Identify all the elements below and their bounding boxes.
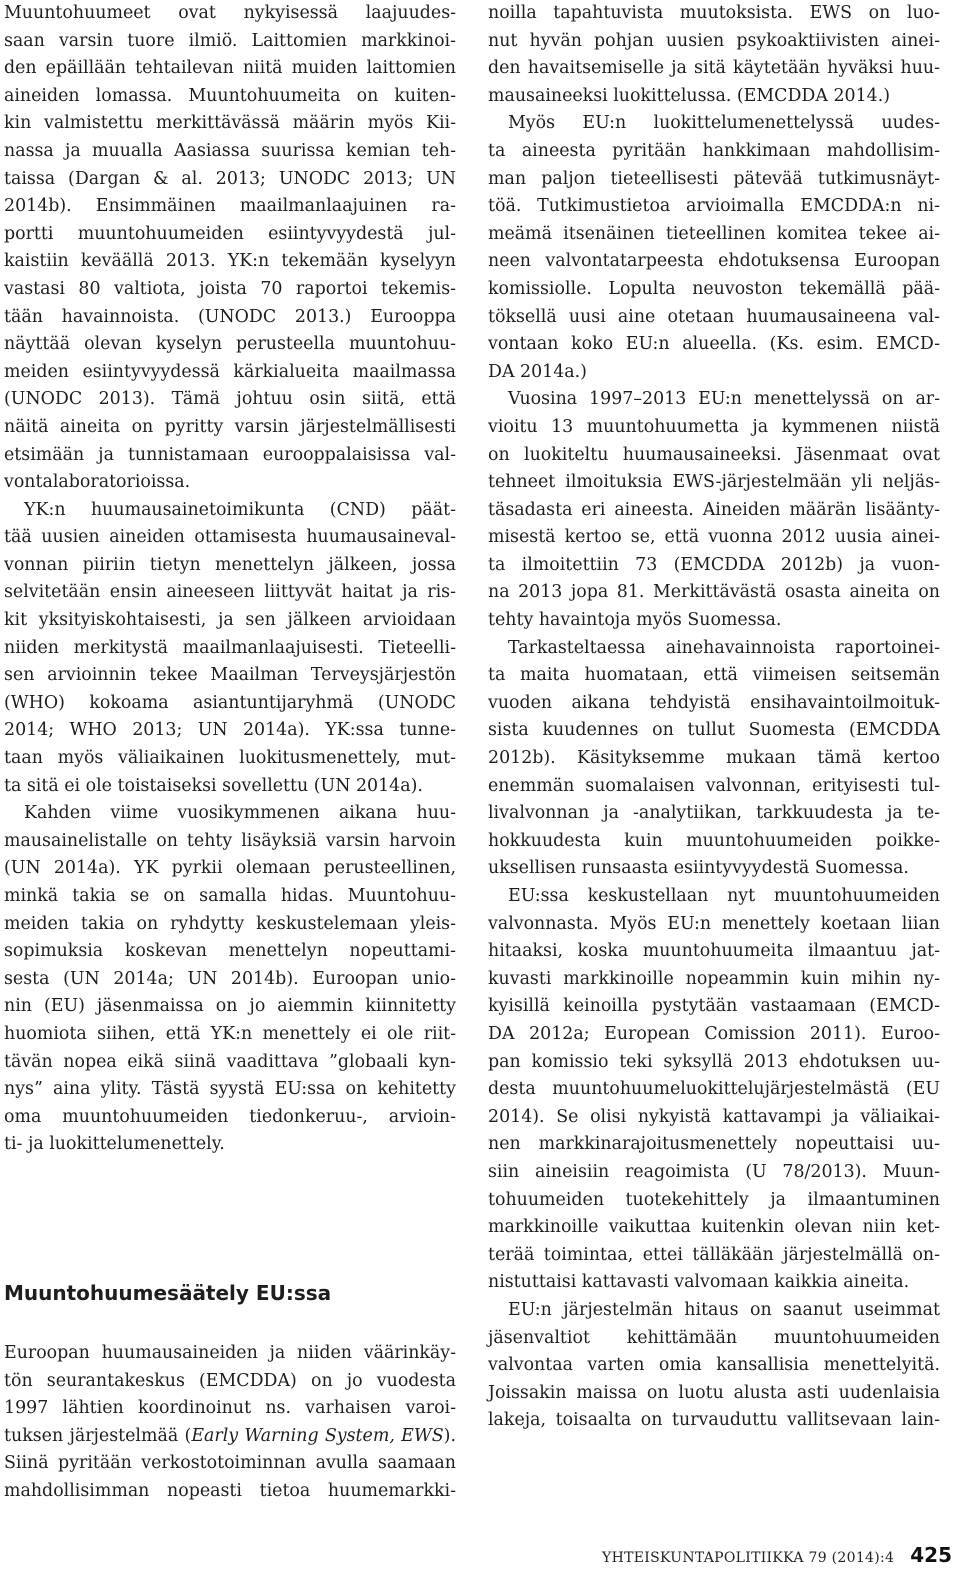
text-line: terää toimintaa, ettei tälläkään järjestelmällä on- xyxy=(488,1244,940,1265)
text-line: (UNODC 2013). Tämä johtuu osin siitä, että xyxy=(4,389,456,410)
text-line: nen markkinarajoitusmenettely nopeuttaisi uu- xyxy=(488,1134,940,1155)
text-line: kaistiin keväällä 2013. YK:n tekemään kyselyyn xyxy=(4,251,456,272)
text-line: 2012b). Käsityksemme mukaan tämä kertoo xyxy=(488,748,940,769)
text-line: töä. Tutkimustietoa arvioimalla EMCDDA:n ni- xyxy=(488,196,940,217)
text-line: töksellä uusi aine otetaan huumausaineena val- xyxy=(488,306,940,327)
page-number: 425 xyxy=(910,1543,952,1567)
text-line: aineiden lomassa. Muuntohuumeita on kuiten- xyxy=(4,85,456,106)
text-line: desta muuntohuumeluokittelujärjestelmästä (EU xyxy=(488,1079,940,1100)
text-line: ta maita huomataan, että viimeisen seitsemän xyxy=(488,665,940,686)
text-line: sista kuudennes on tullut Suomesta (EMCDDA xyxy=(488,720,940,741)
text-line: tävän nopea eikä siinä vaadittava ”globaali kyn- xyxy=(4,1051,456,1072)
text-line: EU:ssa keskustellaan nyt muuntohuumeiden xyxy=(508,886,940,906)
text-line: hitaaksi, koska muuntohuumeita ilmaantuu jat- xyxy=(488,941,940,962)
text-line: meiden esiintyvyydessä kärkialueita maailmassa xyxy=(4,361,456,382)
text-line: tään havainnoista. (UNODC 2013.) Eurooppa xyxy=(4,306,456,327)
text-line: (WHO) kokoama asiantuntijaryhmä (UNODC xyxy=(4,692,456,713)
text-line: uksellisen runsaasta esiintyvyydestä Suomessa. xyxy=(488,858,909,879)
page-footer xyxy=(602,1543,952,1569)
text-line: etsimään ja tunnistamaan eurooppalaisissa val- xyxy=(4,444,456,465)
text-line: Kahden viime vuosikymmenen aikana huu- xyxy=(24,803,456,824)
text-line: nassa ja muualla Aasiassa suurissa kemian teh- xyxy=(4,140,456,161)
text-line: nut hyvän pohjan uusien psykoaktiivisten ainei- xyxy=(488,30,940,51)
text-line: ta ilmoitettiin 73 (EMCDDA 2012b) ja vuon- xyxy=(488,554,940,575)
text-line: 2014). Se olisi nykyistä kattavampi ja väliaikai- xyxy=(488,1106,940,1127)
text-line: saan varsin tuore ilmiö. Laittomien markkinoi- xyxy=(4,30,456,51)
text-line: on luokiteltu huumausaineeksi. Jäsenmaat ovat xyxy=(488,444,940,465)
journal-citation: YHTEISKUNTAPOLITIIKKA 79 (2014):4 xyxy=(602,1550,895,1566)
left-paragraph-2 xyxy=(4,497,456,801)
text-line: oma muuntohuumeiden tiedonkeruu-, arvioin- xyxy=(4,1106,456,1127)
right-paragraph-4 xyxy=(488,635,940,883)
text-line: livalvonnan ja -analytiikan, tarkkuudesta ja te- xyxy=(488,803,940,824)
text-line: portti muuntohuumeiden esiintyvyydestä jul- xyxy=(4,223,456,244)
text-line: (UN 2014a). YK pyrkii olemaan perusteellinen, xyxy=(4,858,456,879)
text-line: mausainelistalle on tehty lisäyksiä varsin harvoin xyxy=(4,830,456,851)
text-line: mausaineeksi luokittelussa. (EMCDDA 2014.) xyxy=(488,85,891,106)
text-line: tohuumeiden tuotekehittely ja ilmaantuminen xyxy=(488,1189,940,1210)
right-column xyxy=(488,0,940,1435)
text-line: kit yksityiskohtaisesti, ja sen jälkeen arvioidaan xyxy=(4,610,456,631)
text-line: 2014; WHO 2013; UN 2014a). YK:ssa tunne- xyxy=(4,720,456,741)
text-line: Muuntohuumeet ovat nykyisessä laajuudes- xyxy=(4,3,456,23)
text-line: DA 2014a.) xyxy=(488,361,587,382)
text-line: sesta (UN 2014a; UN 2014b). Euroopan unio- xyxy=(4,968,456,989)
text-line: misestä kertoo se, että vuonna 2012 uusia ainei- xyxy=(488,527,940,548)
text-line: sopimuksia koskevan menettelyn nopeuttami- xyxy=(4,941,456,962)
text-line: vontaan koko EU:n alueella. (Ks. esim. EMCD- xyxy=(488,334,940,355)
text-line: vioitu 13 muuntohuumetta ja kymmenen niistä xyxy=(488,416,940,437)
left-paragraph-3 xyxy=(4,800,456,1159)
text-line: Siinä pyritään verkostotoiminnan avulla saamaan xyxy=(4,1453,456,1474)
text-run: tuksen järjestelmää ( xyxy=(4,1425,192,1446)
text-line: kuvasti markkinoille nopeammin kuin mihin ny- xyxy=(488,968,940,989)
left-column xyxy=(4,0,456,1159)
text-line: nistuttaisi kattavasti valvomaan kaikkia aineita. xyxy=(488,1272,910,1293)
text-line: na 2013 jopa 81. Merkittävästä osasta aineita on xyxy=(488,582,940,603)
text-line: ti- ja luokittelumenettely. xyxy=(4,1134,225,1155)
text-line: komissiolle. Lopulta neuvoston tekemällä pää- xyxy=(488,278,940,299)
text-line: DA 2012a; European Comission 2011). Euroo- xyxy=(488,1023,940,1044)
text-line: nys” aina ylity. Tästä syystä EU:ssa on kehitetty xyxy=(4,1079,456,1100)
text-line: markkinoille vaikuttaa kuitenkin olevan niin ket- xyxy=(488,1217,940,1238)
right-paragraph-2 xyxy=(488,110,940,386)
text-line: vonnan piiriin tietyn menettelyn jälkeen, jossa xyxy=(4,554,456,575)
text-line: Joissakin maissa on luotu alusta asti uudenlaisia xyxy=(488,1382,940,1403)
text-line: huomiota siihen, että YK:n menettely ei ole riit- xyxy=(4,1023,456,1044)
text-line: ta aineesta pyritään hankkimaan mahdollisim- xyxy=(488,140,940,161)
text-line: minkä takia se on samalla hidas. Muuntohuu- xyxy=(4,886,456,906)
text-line: EU:n järjestelmän hitaus on saanut useimmat xyxy=(508,1299,940,1320)
text-line: ta sitä ei ole toistaiseksi sovellettu (UN 2014a). xyxy=(4,775,423,796)
text-line: mahdollisimman nopeasti tietoa huumemarkki- xyxy=(4,1480,456,1501)
right-paragraph-6 xyxy=(488,1297,940,1435)
text-line: Tarkasteltaessa ainehavainnoista raportoinei- xyxy=(508,637,940,658)
text-line: neen valvontatarpeesta ehdotuksensa Euroopan xyxy=(488,251,940,272)
text-line: YK:n huumausainetoimikunta (CND) päät- xyxy=(24,499,456,520)
text-line: hokkuudesta kuin muuntohuumeiden poikke- xyxy=(488,830,940,851)
text-line: den epäillään tehtailevan niitä muiden laittomien xyxy=(4,58,456,79)
text-line: siin aineisiin reagoimista (U 78/2013). Muun- xyxy=(488,1161,940,1182)
text-line: 2014b). Ensimmäinen maailmanlaajuinen ra- xyxy=(4,196,456,217)
text-line: kyisillä keinoilla pystytään vastaamaan (EMCD- xyxy=(488,996,940,1017)
text-line: nin (EU) jäsenmaissa on jo aiemmin kiinnitetty xyxy=(4,996,456,1017)
text-line: lakeja, toisaalta on turvauduttu vallitsevaan lain- xyxy=(488,1410,940,1431)
text-line: täsadasta eri aineesta. Aineiden määrän lisäänty- xyxy=(488,499,940,520)
text-line: vastasi 80 valtiota, joista 70 raportoi tekemis- xyxy=(4,278,456,299)
right-paragraph-1 xyxy=(488,0,940,110)
text-line: enemmän suomalaisen valvonnan, erityisesti tul- xyxy=(488,775,940,796)
text-line: meiden takia on ryhdytty keskustelemaan yleis- xyxy=(4,913,456,934)
right-paragraph-3 xyxy=(488,386,940,634)
text-line xyxy=(4,1423,456,1451)
text-line: jäsenvaltiot kehittämään muuntohuumeiden xyxy=(488,1327,940,1348)
text-line: man paljon tieteellisesti pätevää tutkimusnäyt- xyxy=(488,168,940,189)
text-line: Vuosina 1997–2013 EU:n menettelyssä on ar- xyxy=(508,389,940,410)
italic-term: Early Warning System, EWS xyxy=(191,1425,444,1446)
text-line: tää uusien aineiden ottamisesta huumausaineval- xyxy=(4,527,456,548)
text-line: Euroopan huumausaineiden ja niiden väärinkäy- xyxy=(4,1343,456,1363)
text-line: taissa (Dargan & al. 2013; UNODC 2013; UN xyxy=(4,168,456,189)
text-line: valvontaa varten omia kansallisia menettelyitä. xyxy=(488,1355,940,1376)
text-line: den havaitsemiselle ja sitä käytetään hyväksi huu- xyxy=(488,58,940,79)
text-line: valvonnasta. Myös EU:n menettely koetaan liian xyxy=(488,913,940,934)
text-line: selvitetään ensin aineeseen liittyvät haitat ja ris- xyxy=(4,582,456,603)
text-line: kin valmistettu merkittävässä määrin myös Kii- xyxy=(4,113,456,134)
text-line: Myös EU:n luokittelumenettelyssä uudes- xyxy=(508,113,940,134)
section-heading: Muuntohuumesäätely EU:ssa xyxy=(4,1281,332,1305)
text-line: taan myös väliaikainen luokitusmenettely, mut- xyxy=(4,748,456,769)
text-line: vontalaboratorioissa. xyxy=(4,472,191,493)
text-line: näitä aineita on pyritty varsin järjestelmällisesti xyxy=(4,416,456,437)
text-line: 1997 lähtien koordinoinut ns. varhaisen varoi- xyxy=(4,1398,456,1419)
left-paragraph-4 xyxy=(4,1340,456,1506)
left-paragraph-1 xyxy=(4,0,456,497)
text-line: noilla tapahtuvista muutoksista. EWS on luo- xyxy=(488,3,940,23)
text-line: vuoden aikana tehdyistä ensihavaintoilmoituk- xyxy=(488,692,940,713)
text-line: sen arvioinnin tekee Maailman Terveysjärjestön xyxy=(4,665,456,686)
text-line: pan komissio teki syksyllä 2013 ehdotuksen uu- xyxy=(488,1051,940,1072)
text-line: tehneet ilmoituksia EWS-järjestelmään yli neljäs- xyxy=(488,472,940,493)
right-paragraph-5 xyxy=(488,883,940,1297)
text-run: ). xyxy=(443,1425,456,1446)
text-line: tön seurantakeskus (EMCDDA) on jo vuodesta xyxy=(4,1370,456,1391)
text-line: tehty havaintoja myös Suomessa. xyxy=(488,610,782,631)
text-line: näyttää olevan kyselyn perusteella muuntohuu- xyxy=(4,334,456,355)
text-line: niiden merkitystä maailmanlaajuisesti. Tieteelli- xyxy=(4,637,456,658)
text-line: meämä itsenäinen tieteellinen komitea tekee ai- xyxy=(488,223,940,244)
